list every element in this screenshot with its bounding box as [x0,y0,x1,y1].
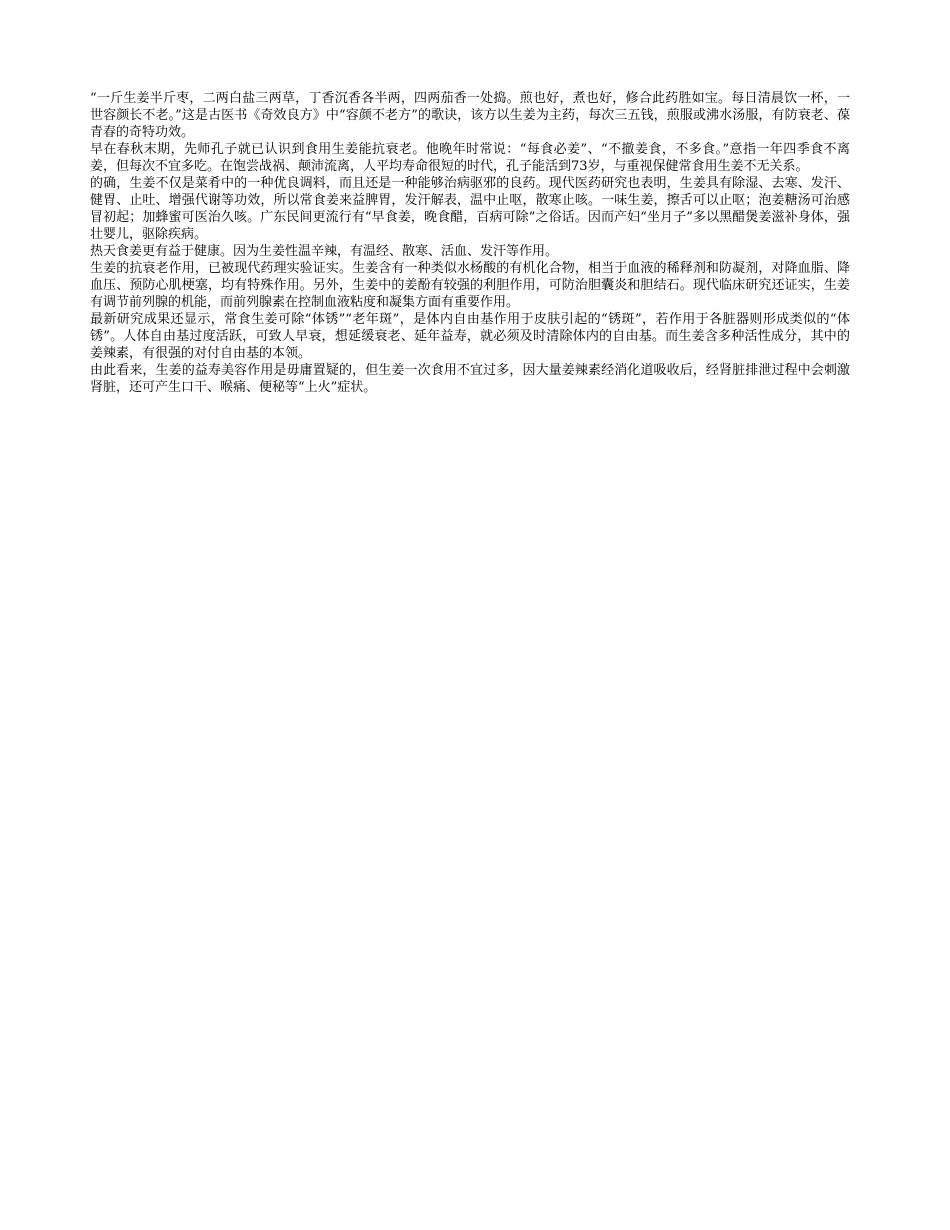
paragraph-5: 生姜的抗衰老作用，已被现代药理实验证实。生姜含有一种类似水杨酸的有机化合物，相当于血液的稀释剂和防凝剂，对降血脂、降血压、预防心肌梗塞，均有特殊作用。另外，生姜中的姜酚有较强的利胆作用，可防治胆囊炎和胆结石。现代临床研究还证实，生姜有调节前列腺的机能，而前列腺素在控制血液粘度和凝集方面有重要作用。 [90,261,850,310]
paragraph-1: “一斤生姜半斤枣，二两白盐三两草，丁香沉香各半两，四两茄香一处捣。煎也好，煮也好，修合此药胜如宝。每日清晨饮一杯，一世容颜长不老。”这是古医书《奇效良方》中“容颜不老方”的歌诀，该方以生姜为主药，每次三五钱，煎服或沸水汤服，有防衰老、葆青春的奇特功效。 [90,91,850,140]
paragraph-7: 由此看来，生姜的益寿美容作用是毋庸置疑的，但生姜一次食用不宜过多，因大量姜辣素经消化道吸收后，经肾脏排泄过程中会刺激肾脏，还可产生口干、喉痛、便秘等“上火”症状。 [90,363,850,395]
paragraph-4: 热天食姜更有益于健康。因为生姜性温辛辣，有温经、散寒、活血、发汗等作用。 [90,244,559,259]
paragraph-6: 最新研究成果还显示，常食生姜可除“体锈”“老年斑”，是体内自由基作用于皮肤引起的“锈斑”，若作用于各脏器则形成类似的“体锈”。人体自由基过度活跃，可致人早衰，想延缓衰老、延年益寿，就必须及时清除体内的自由基。而生姜含多种活性成分，其中的姜辣素，有很强的对付自由基的本领。 [90,312,850,361]
paragraph-2: 早在春秋末期，先师孔子就已认识到食用生姜能抗衰老。他晚年时常说：“每食必姜”、“不撤姜食，不多食。”意指一年四季食不离姜，但每次不宜多吃。在饱尝战祸、颠沛流离，人平均寿命很短的时代，孔子能活到73岁，与重视保健常食用生姜不无关系。 [90,142,850,174]
document-page [90,90,850,396]
paragraph-3: 的确，生姜不仅是菜肴中的一种优良调料，而且还是一种能够治病驱邪的良药。现代医药研究也表明，生姜具有除湿、去寒、发汗、健胃、止吐、增强代谢等功效，所以常食姜来益脾胃，发汗解表，温中止呕，散寒止咳。一味生姜，擦舌可以止呕；泡姜糖汤可治感冒初起；加蜂蜜可医治久咳。广东民间更流行有“早食姜，晚食醋，百病可除”之俗话。因而产妇“坐月子”多以黑醋煲姜滋补身体，强壮婴儿，驱除疾病。 [90,176,850,242]
